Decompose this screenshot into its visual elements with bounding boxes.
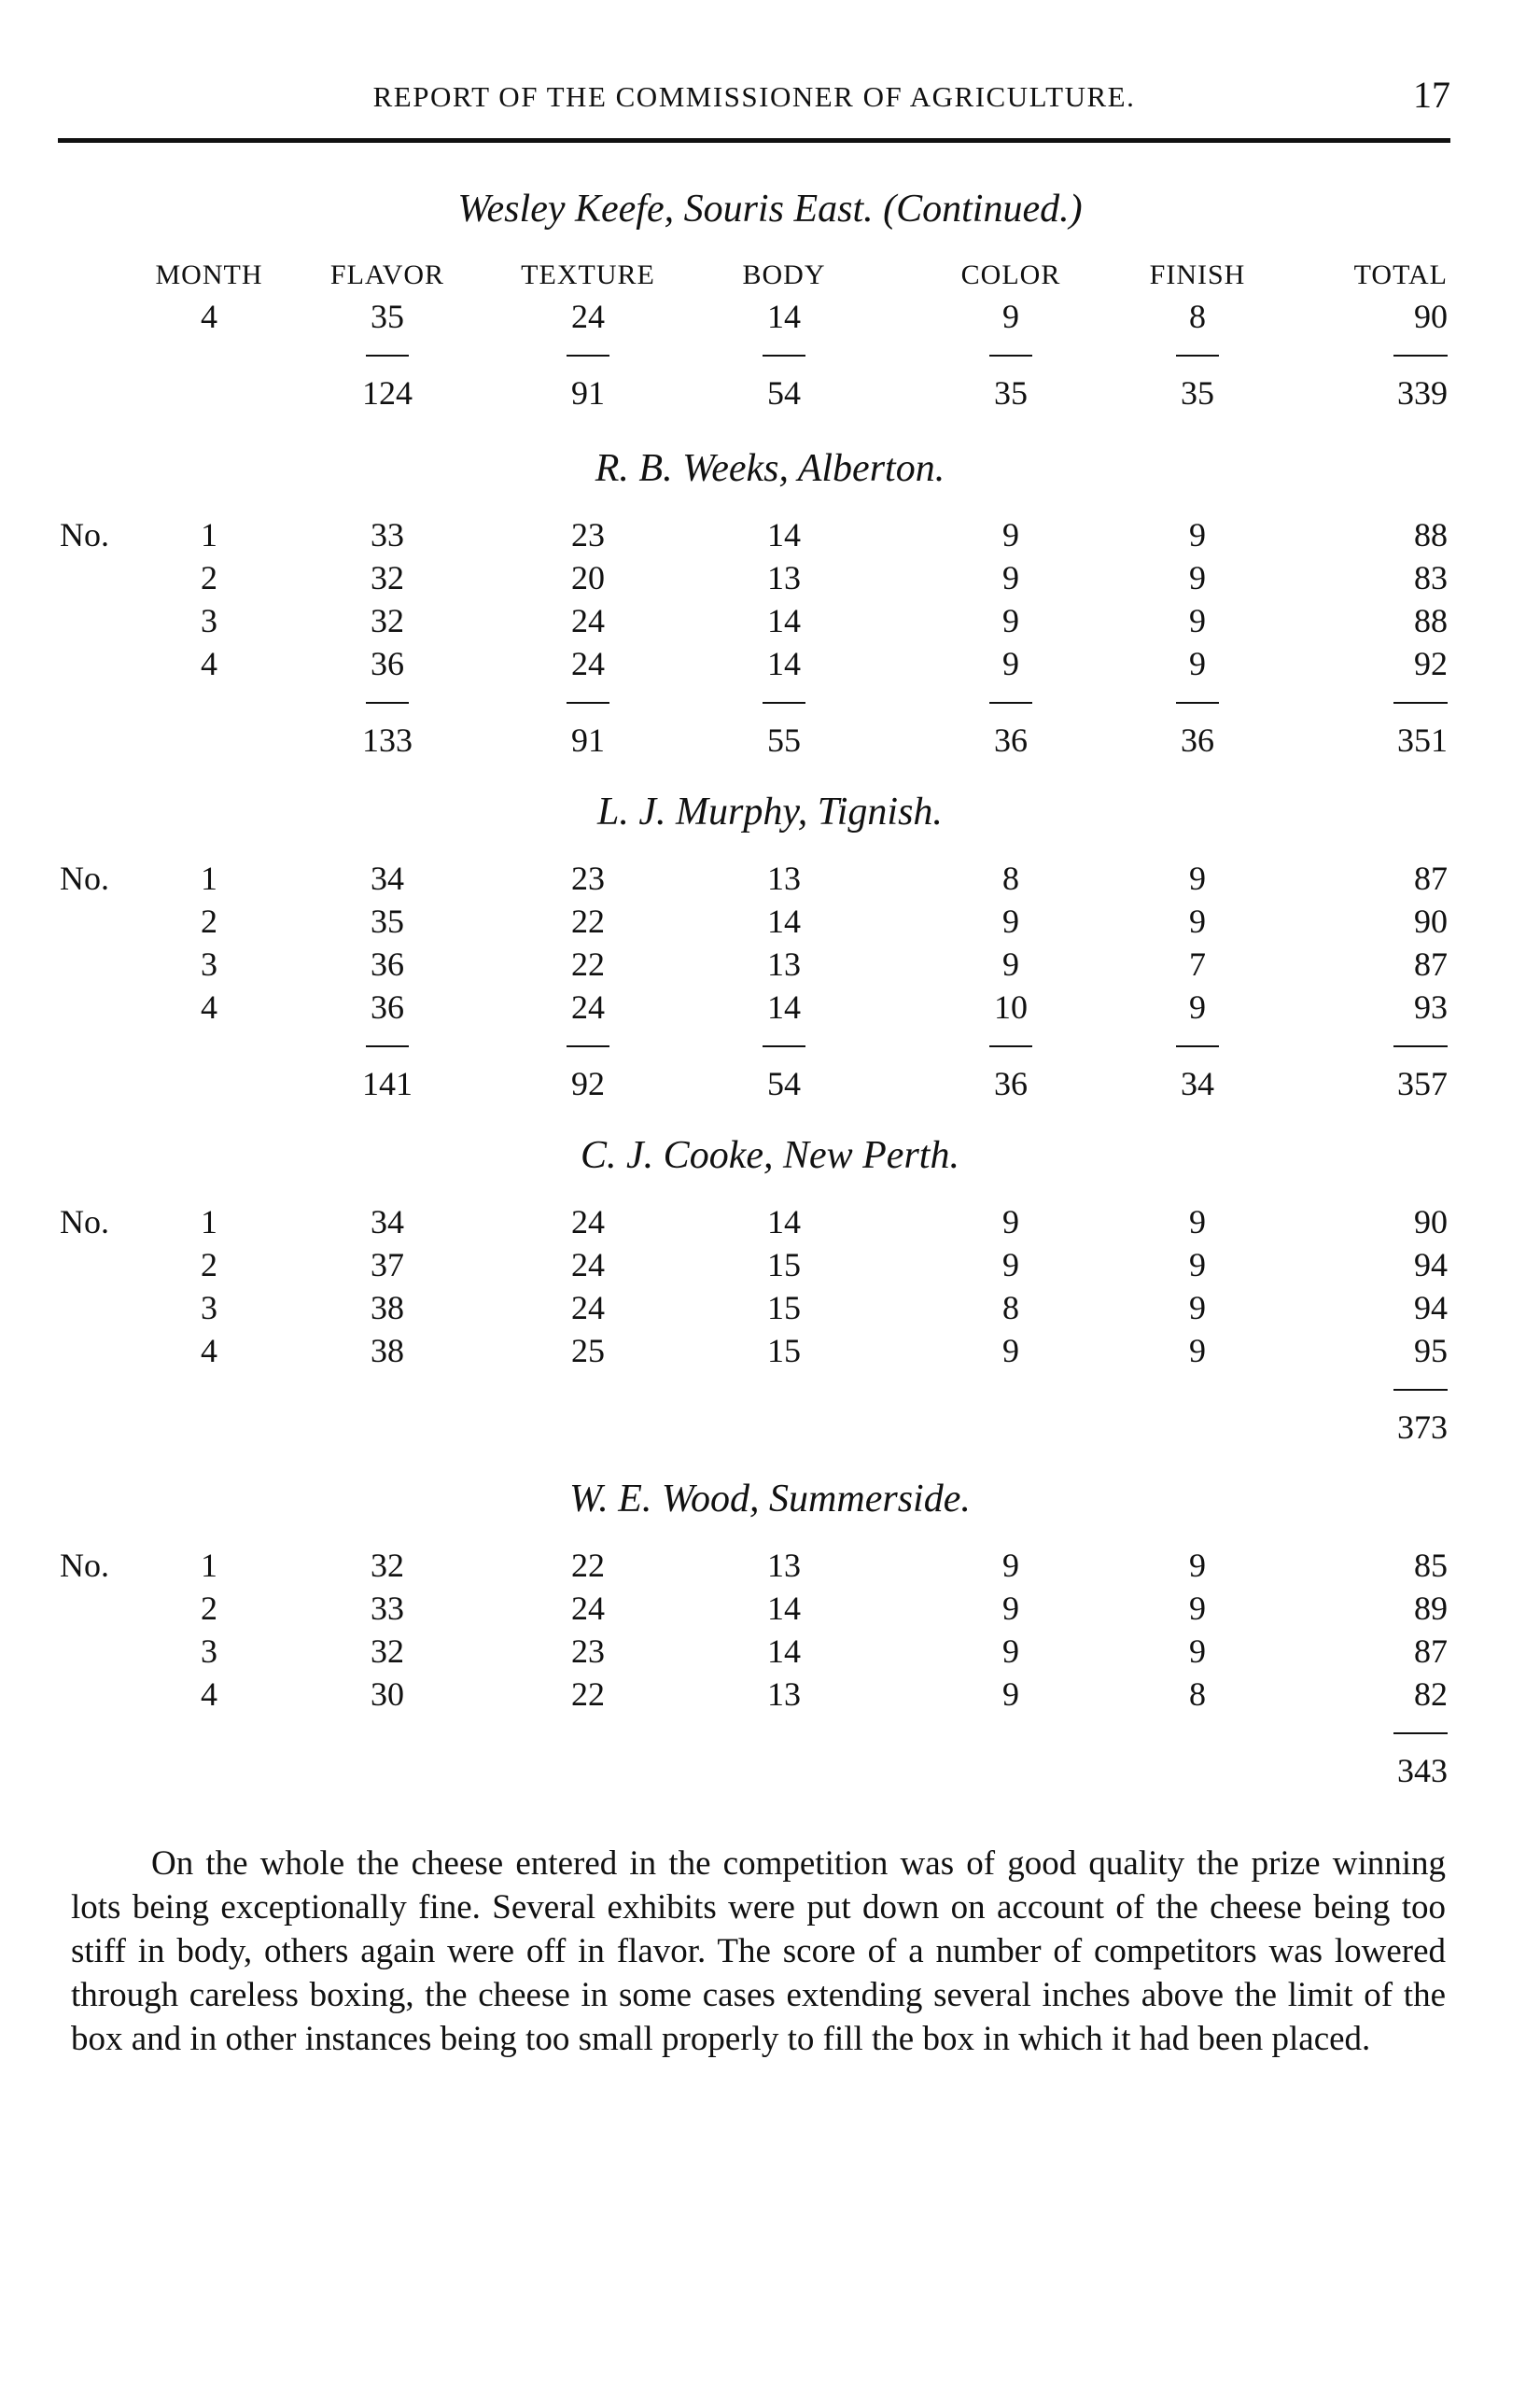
- total-separator-dash: [1393, 355, 1448, 357]
- month-cell: 1: [201, 516, 217, 553]
- month-cell: 3: [201, 946, 217, 983]
- score-cell: 9: [1189, 988, 1206, 1026]
- score-cell: 8: [1002, 860, 1019, 897]
- column-separator-dash: [763, 1045, 805, 1047]
- score-cell: 22: [571, 1675, 605, 1713]
- page-header: [58, 73, 1450, 129]
- score-cell: 24: [571, 1289, 605, 1326]
- month-cell: 3: [201, 1632, 217, 1670]
- total-cell: 87: [1414, 946, 1448, 983]
- column-header-finish: FINISH: [1149, 259, 1246, 290]
- column-total: 54: [767, 374, 801, 412]
- column-header-body: BODY: [742, 259, 826, 290]
- row-label-no: No.: [60, 1547, 109, 1584]
- month-cell: 1: [201, 860, 217, 897]
- score-cell: 9: [1002, 1632, 1019, 1670]
- section-grand-total: 339: [1397, 374, 1448, 412]
- column-total: 124: [362, 374, 413, 412]
- column-separator-dash: [366, 702, 409, 704]
- score-cell: 9: [1189, 1289, 1206, 1326]
- column-total: 36: [994, 722, 1028, 759]
- column-separator-dash: [763, 355, 805, 357]
- score-cell: 8: [1189, 298, 1206, 335]
- month-cell: 2: [201, 903, 217, 940]
- score-cell: 9: [1189, 1590, 1206, 1627]
- score-cell: 9: [1189, 1246, 1206, 1283]
- total-separator-dash: [1393, 1389, 1448, 1391]
- section-title: Wesley Keefe, Souris East. (Continued.): [457, 188, 1083, 231]
- score-cell: 9: [1189, 645, 1206, 682]
- total-cell: 90: [1414, 298, 1448, 335]
- header-title: REPORT OF THE COMMISSIONER OF AGRICULTURE.: [372, 80, 1136, 113]
- score-cell: 23: [571, 860, 605, 897]
- total-cell: 94: [1414, 1246, 1448, 1283]
- score-cell: 15: [767, 1332, 801, 1369]
- score-cell: 9: [1189, 1632, 1206, 1670]
- column-total: 36: [1181, 722, 1214, 759]
- total-separator-dash: [1393, 1045, 1448, 1047]
- score-cell: 24: [571, 1246, 605, 1283]
- score-cell: 38: [371, 1332, 404, 1369]
- month-cell: 4: [201, 1332, 217, 1369]
- section-title: C. J. Cooke, New Perth.: [581, 1134, 959, 1177]
- column-separator-dash: [366, 355, 409, 357]
- month-cell: 4: [201, 1675, 217, 1713]
- score-cell: 36: [371, 946, 404, 983]
- score-cell: 32: [371, 1632, 404, 1670]
- column-header-color: COLOR: [960, 259, 1061, 290]
- score-cell: 9: [1189, 860, 1206, 897]
- score-cell: 9: [1002, 516, 1019, 553]
- column-total: 92: [571, 1065, 605, 1102]
- score-cell: 9: [1002, 1203, 1019, 1240]
- total-cell: 85: [1414, 1547, 1448, 1584]
- section-grand-total: 343: [1397, 1752, 1448, 1789]
- score-cell: 14: [767, 903, 801, 940]
- total-cell: 92: [1414, 645, 1448, 682]
- column-separator-dash: [366, 1045, 409, 1047]
- column-separator-dash: [567, 1045, 609, 1047]
- score-cell: 9: [1189, 903, 1206, 940]
- total-cell: 88: [1414, 602, 1448, 639]
- score-cell: 13: [767, 946, 801, 983]
- score-cell: 34: [371, 1203, 404, 1240]
- column-separator-dash: [1176, 1045, 1219, 1047]
- score-cell: 24: [571, 298, 605, 335]
- column-separator-dash: [567, 702, 609, 704]
- total-cell: 87: [1414, 860, 1448, 897]
- month-cell: 2: [201, 1590, 217, 1627]
- score-cell: 38: [371, 1289, 404, 1326]
- score-cell: 9: [1002, 903, 1019, 940]
- score-cell: 9: [1002, 1246, 1019, 1283]
- score-cell: 32: [371, 559, 404, 596]
- score-cell: 14: [767, 1203, 801, 1240]
- column-total: 133: [362, 722, 413, 759]
- section-grand-total: 351: [1397, 722, 1448, 759]
- score-cell: 14: [767, 1590, 801, 1627]
- score-cell: 14: [767, 988, 801, 1026]
- score-cell: 9: [1002, 1332, 1019, 1369]
- score-cell: 9: [1002, 298, 1019, 335]
- score-cell: 30: [371, 1675, 404, 1713]
- score-cell: 13: [767, 860, 801, 897]
- score-cell: 9: [1002, 1590, 1019, 1627]
- score-cell: 9: [1189, 559, 1206, 596]
- month-cell: 1: [201, 1547, 217, 1584]
- column-total: 54: [767, 1065, 801, 1102]
- column-header-month: MONTH: [155, 259, 263, 290]
- total-cell: 93: [1414, 988, 1448, 1026]
- column-separator-dash: [989, 1045, 1032, 1047]
- column-total: 91: [571, 374, 605, 412]
- month-cell: 3: [201, 1289, 217, 1326]
- column-total: 36: [994, 1065, 1028, 1102]
- total-cell: 95: [1414, 1332, 1448, 1369]
- row-label-no: No.: [60, 1203, 109, 1240]
- column-header-texture: TEXTURE: [521, 259, 655, 290]
- total-separator-dash: [1393, 1732, 1448, 1734]
- page-number: 17: [1413, 74, 1450, 116]
- month-cell: 4: [201, 988, 217, 1026]
- score-cell: 14: [767, 1632, 801, 1670]
- score-cell: 24: [571, 1590, 605, 1627]
- score-cell: 24: [571, 988, 605, 1026]
- total-cell: 82: [1414, 1675, 1448, 1713]
- score-cell: 14: [767, 298, 801, 335]
- score-cell: 37: [371, 1246, 404, 1283]
- month-cell: 4: [201, 645, 217, 682]
- score-cell: 36: [371, 645, 404, 682]
- column-total: 141: [362, 1065, 413, 1102]
- score-cell: 23: [571, 516, 605, 553]
- score-cell: 10: [994, 988, 1028, 1026]
- score-cell: 23: [571, 1632, 605, 1670]
- score-cell: 24: [571, 645, 605, 682]
- score-cell: 24: [571, 1203, 605, 1240]
- row-label-no: No.: [60, 516, 109, 553]
- column-separator-dash: [989, 355, 1032, 357]
- score-cell: 32: [371, 1547, 404, 1584]
- column-header-flavor: FLAVOR: [329, 259, 445, 290]
- score-cell: 9: [1002, 602, 1019, 639]
- total-cell: 83: [1414, 559, 1448, 596]
- section-title: W. E. Wood, Summerside.: [569, 1478, 971, 1520]
- score-cell: 13: [767, 559, 801, 596]
- month-cell: 2: [201, 1246, 217, 1283]
- section-title: R. B. Weeks, Alberton.: [595, 447, 945, 490]
- score-cell: 9: [1002, 645, 1019, 682]
- score-cell: 24: [571, 602, 605, 639]
- score-cell: 9: [1002, 1547, 1019, 1584]
- column-total: 91: [571, 722, 605, 759]
- header-rule: [58, 138, 1450, 143]
- section-grand-total: 357: [1397, 1065, 1448, 1102]
- row-label-no: No.: [60, 860, 109, 897]
- column-separator-dash: [1176, 355, 1219, 357]
- month-cell: 3: [201, 602, 217, 639]
- score-cell: 8: [1002, 1289, 1019, 1326]
- score-cell: 9: [1002, 1675, 1019, 1713]
- score-cell: 25: [571, 1332, 605, 1369]
- score-cell: 22: [571, 946, 605, 983]
- score-cell: 34: [371, 860, 404, 897]
- column-total: 35: [994, 374, 1028, 412]
- score-cell: 9: [1189, 602, 1206, 639]
- score-cell: 36: [371, 988, 404, 1026]
- score-cell: 14: [767, 516, 801, 553]
- column-separator-dash: [1176, 702, 1219, 704]
- score-cell: 14: [767, 602, 801, 639]
- column-total: 55: [767, 722, 801, 759]
- summary-paragraph: On the whole the cheese entered in the competition was of good quality the prize winning lots being exceptionally fine. Several exhibits were put down on account of the cheese being too stiff in body, others again were off in flavor. The score of a number of competitors was lowered through careless boxing, the cheese in some cases extending several inches above the limit of the box and in other instances being too small properly to fill the box in which it had been placed.: [71, 1844, 1446, 2058]
- score-cell: 33: [371, 516, 404, 553]
- score-cell: 15: [767, 1289, 801, 1326]
- score-cell: 9: [1189, 1547, 1206, 1584]
- total-cell: 90: [1414, 1203, 1448, 1240]
- score-cell: 9: [1189, 1332, 1206, 1369]
- total-cell: 94: [1414, 1289, 1448, 1326]
- month-cell: 1: [201, 1203, 217, 1240]
- column-separator-dash: [567, 355, 609, 357]
- score-cell: 15: [767, 1246, 801, 1283]
- score-cell: 9: [1002, 559, 1019, 596]
- column-total: 35: [1181, 374, 1214, 412]
- month-cell: 2: [201, 559, 217, 596]
- total-separator-dash: [1393, 702, 1448, 704]
- score-cell: 13: [767, 1675, 801, 1713]
- section-grand-total: 373: [1397, 1408, 1448, 1446]
- score-cell: 22: [571, 1547, 605, 1584]
- score-cell: 35: [371, 903, 404, 940]
- score-cell: 20: [571, 559, 605, 596]
- score-cell: 22: [571, 903, 605, 940]
- score-cell: 9: [1189, 516, 1206, 553]
- total-cell: 87: [1414, 1632, 1448, 1670]
- column-total: 34: [1181, 1065, 1214, 1102]
- column-header-total: TOTAL: [1353, 259, 1448, 290]
- score-cell: 33: [371, 1590, 404, 1627]
- score-cell: 7: [1189, 946, 1206, 983]
- score-cell: 8: [1189, 1675, 1206, 1713]
- column-separator-dash: [763, 702, 805, 704]
- score-cell: 14: [767, 645, 801, 682]
- total-cell: 88: [1414, 516, 1448, 553]
- score-cell: 13: [767, 1547, 801, 1584]
- score-cell: 9: [1189, 1203, 1206, 1240]
- score-cell: 9: [1002, 946, 1019, 983]
- month-cell: 4: [201, 298, 217, 335]
- score-cell: 32: [371, 602, 404, 639]
- total-cell: 90: [1414, 903, 1448, 940]
- column-separator-dash: [989, 702, 1032, 704]
- score-cell: 35: [371, 298, 404, 335]
- section-title: L. J. Murphy, Tignish.: [597, 791, 943, 834]
- total-cell: 89: [1414, 1590, 1448, 1627]
